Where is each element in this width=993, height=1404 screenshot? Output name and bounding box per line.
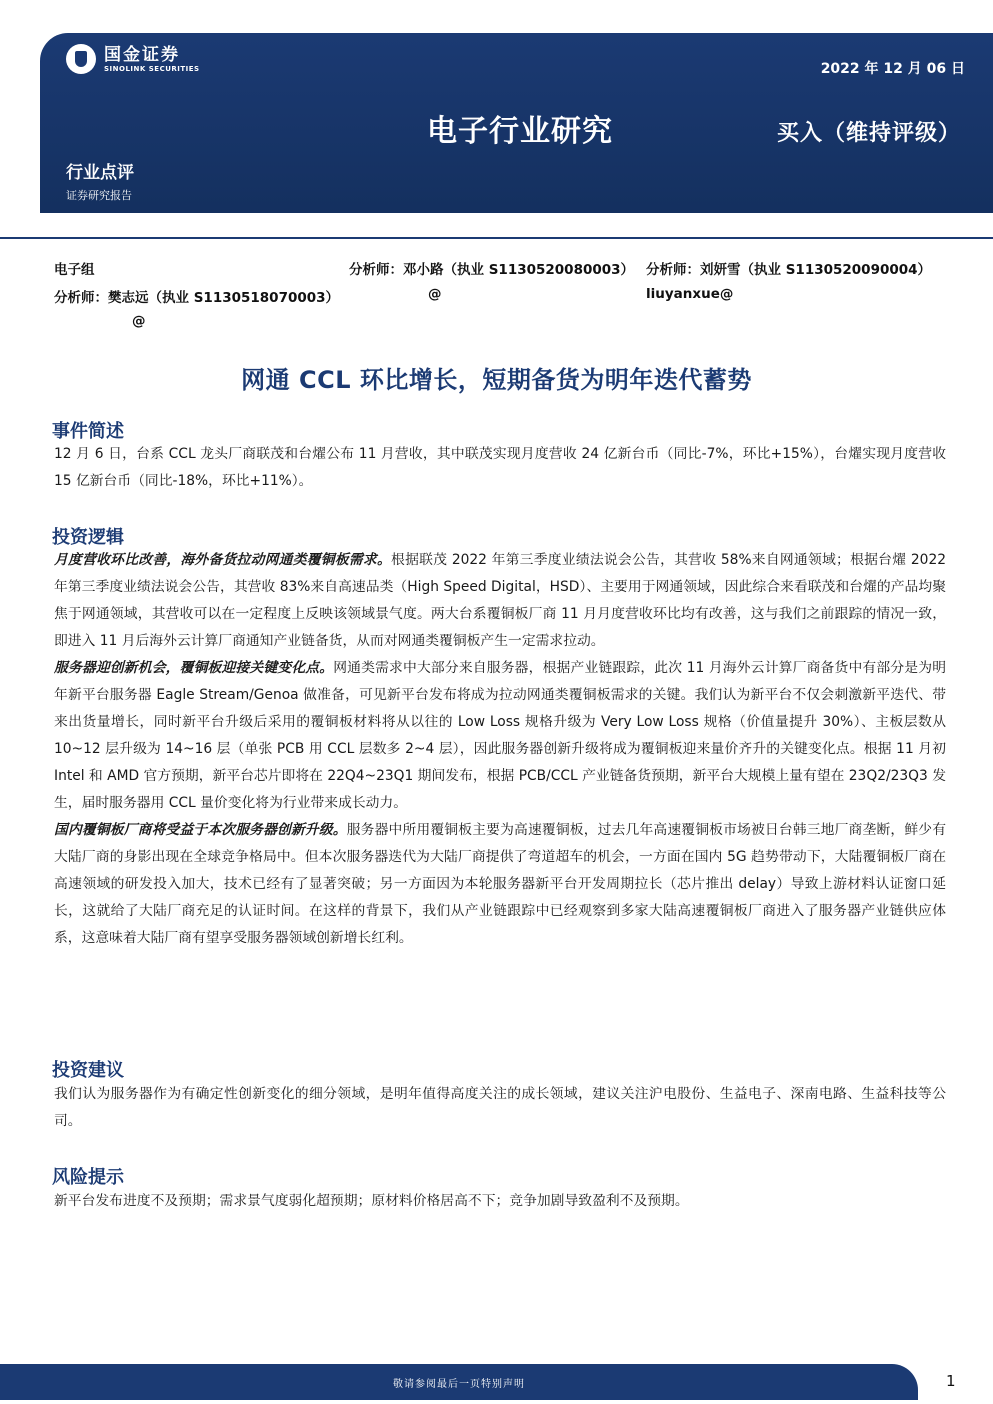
report-type: 行业点评 — [66, 163, 134, 183]
company-logo — [66, 44, 200, 74]
risk-warning — [54, 1188, 946, 1215]
logic-paragraph-2 — [54, 655, 946, 817]
section-title-event: 事件简述 — [52, 421, 124, 442]
logo-text — [104, 45, 200, 74]
event-text: 12 月 6 日，台系 CCL 龙头厂商联茂和台燿公布 11 月营收，其中联茂实现月度营收 24 亿新台币（同比-7%，环比+15%），台燿实现月度营收 15 亿新台币（同比-18%，环比+11%）。 — [54, 446, 946, 489]
logic-paragraph-3 — [54, 817, 946, 952]
logic-lead-2: 服务器迎创新机会，覆铜板迎接关键变化点。 — [54, 660, 334, 676]
logo-en: SINOLINK SECURITIES — [104, 64, 200, 73]
advice-text: 我们认为服务器作为有确定性创新变化的细分领域，是明年值得高度关注的成长领域，建议关注沪电股份、生益电子、深南电路、生益科技等公司。 — [54, 1086, 946, 1129]
investment-logic — [54, 547, 946, 952]
footer-disclaimer-note: 敬请参阅最后一页特别声明 — [393, 1379, 525, 1390]
header-divider — [0, 237, 993, 239]
logic-text-2: 网通类需求中大部分来自服务器，根据产业链跟踪，此次 11 月海外云计算厂商备货中有部分是为明年新平台服务器 Eagle Stream/Genoa 做准备，可见新平台发布将成为拉动网通类覆铜板需求的关键。我们认为新平台不仅会刺激新平迭代、带来出货量增长，同时新平台升级后采用的覆铜板材料将从以往的 Low Loss 规格升级为 Very Low Loss 规格（价值量提升 30%）、主板层数从 10~12 层升级为 14~16 层（单张 PCB 用 CCL 层数多 2~4 层），因此服务器创新升级将成为覆铜板迎来量价齐升的关键变化点。根据 11 月初 Intel 和 AMD 官方预期，新平台芯片即将在 22Q4~23Q1 期间发布，根据 PCB/CCL 产业链备货预期，新平台大规模上量有望在 23Q2/23Q3 发生，届时服务器用 CCL 量价变化将为行业带来成长动力。 — [54, 660, 947, 811]
analyst-liu-email[interactable]: liuyanxue@ — [646, 286, 734, 302]
logic-text-1: 根据联茂 2022 年第三季度业绩法说会公告，其营收 58%来自网通领域；根据台燿 2022 年第三季度业绩法说会公告，其营收 83%来自高速品类（High Speed Digital，HSD）、主要用于网通领域，因此综合来看联茂和台燿的产品均聚焦于网通领域，其营收可以在一定程度上反映该领域景气度。两大台系覆铜板厂商 11 月月度营收环比均有改善，这与我们之前跟踪的情况一致，即进入 11 月后海外云计算厂商通知产业链备货，从而对网通类覆铜板产生一定需求拉动。 — [54, 552, 947, 649]
report-headline: 网通 CCL 环比增长，短期备货为明年迭代蓄势 — [241, 366, 752, 394]
report-title: 电子行业研究 — [427, 114, 613, 149]
analyst-deng-email[interactable]: @ — [428, 286, 442, 302]
report-subtype: 证券研究报告 — [66, 189, 132, 202]
logic-text-3: 服务器中所用覆铜板主要为高速覆铜板，过去几年高速覆铜板市场被日台韩三地厂商垄断，鲜少有大陆厂商的身影出现在全球竞争格局中。但本次服务器迭代为大陆厂商提供了弯道超车的机会，一方面在国内 5G 趋势带动下，大陆覆铜板厂商在高速领域的研发投入加大，技术已经有了显著突破；另一方面因为本轮服务器新平台开发周期拉长（芯片推出 delay）导致上游材料认证窗口延长，这就给了大陆厂商充足的认证时间。在这样的背景下，我们从产业链跟踪中已经观察到多家大陆高速覆铜板厂商进入了服务器产业链供应体系，这意味着大陆厂商有望享受服务器领域创新增长红利。 — [54, 822, 946, 946]
analyst-deng: 分析师：邓小路（执业 S1130520080003） — [349, 262, 635, 278]
investment-advice — [54, 1081, 946, 1135]
risk-text: 新平台发布进度不及预期；需求景气度弱化超预期；原材料价格居高不下；竞争加剧导致盈利不及预期。 — [54, 1193, 689, 1209]
analyst-liu: 分析师：刘妍雪（执业 S1130520090004） — [646, 262, 932, 278]
logic-paragraph-1 — [54, 547, 946, 655]
logo-cn: 国金证券 — [104, 44, 180, 65]
logic-lead-1: 月度营收环比改善，海外备货拉动网通类覆铜板需求。 — [54, 552, 392, 568]
page-number: 1 — [946, 1372, 956, 1390]
research-group: 电子组 — [54, 262, 95, 278]
section-title-risk: 风险提示 — [52, 1167, 124, 1188]
logic-lead-3: 国内覆铜板厂商将受益于本次服务器创新升级。 — [54, 822, 347, 838]
logo-mark-icon — [66, 44, 96, 74]
report-date: 2022 年 12 月 06 日 — [820, 61, 965, 77]
section-title-advice: 投资建议 — [52, 1060, 124, 1081]
event-summary — [54, 441, 946, 495]
analyst-fan: 分析师：樊志远（执业 S1130518070003） — [54, 290, 340, 306]
analyst-fan-email[interactable]: @ — [132, 313, 146, 329]
section-title-logic: 投资逻辑 — [52, 527, 124, 548]
rating: 买入（维持评级） — [776, 121, 961, 146]
